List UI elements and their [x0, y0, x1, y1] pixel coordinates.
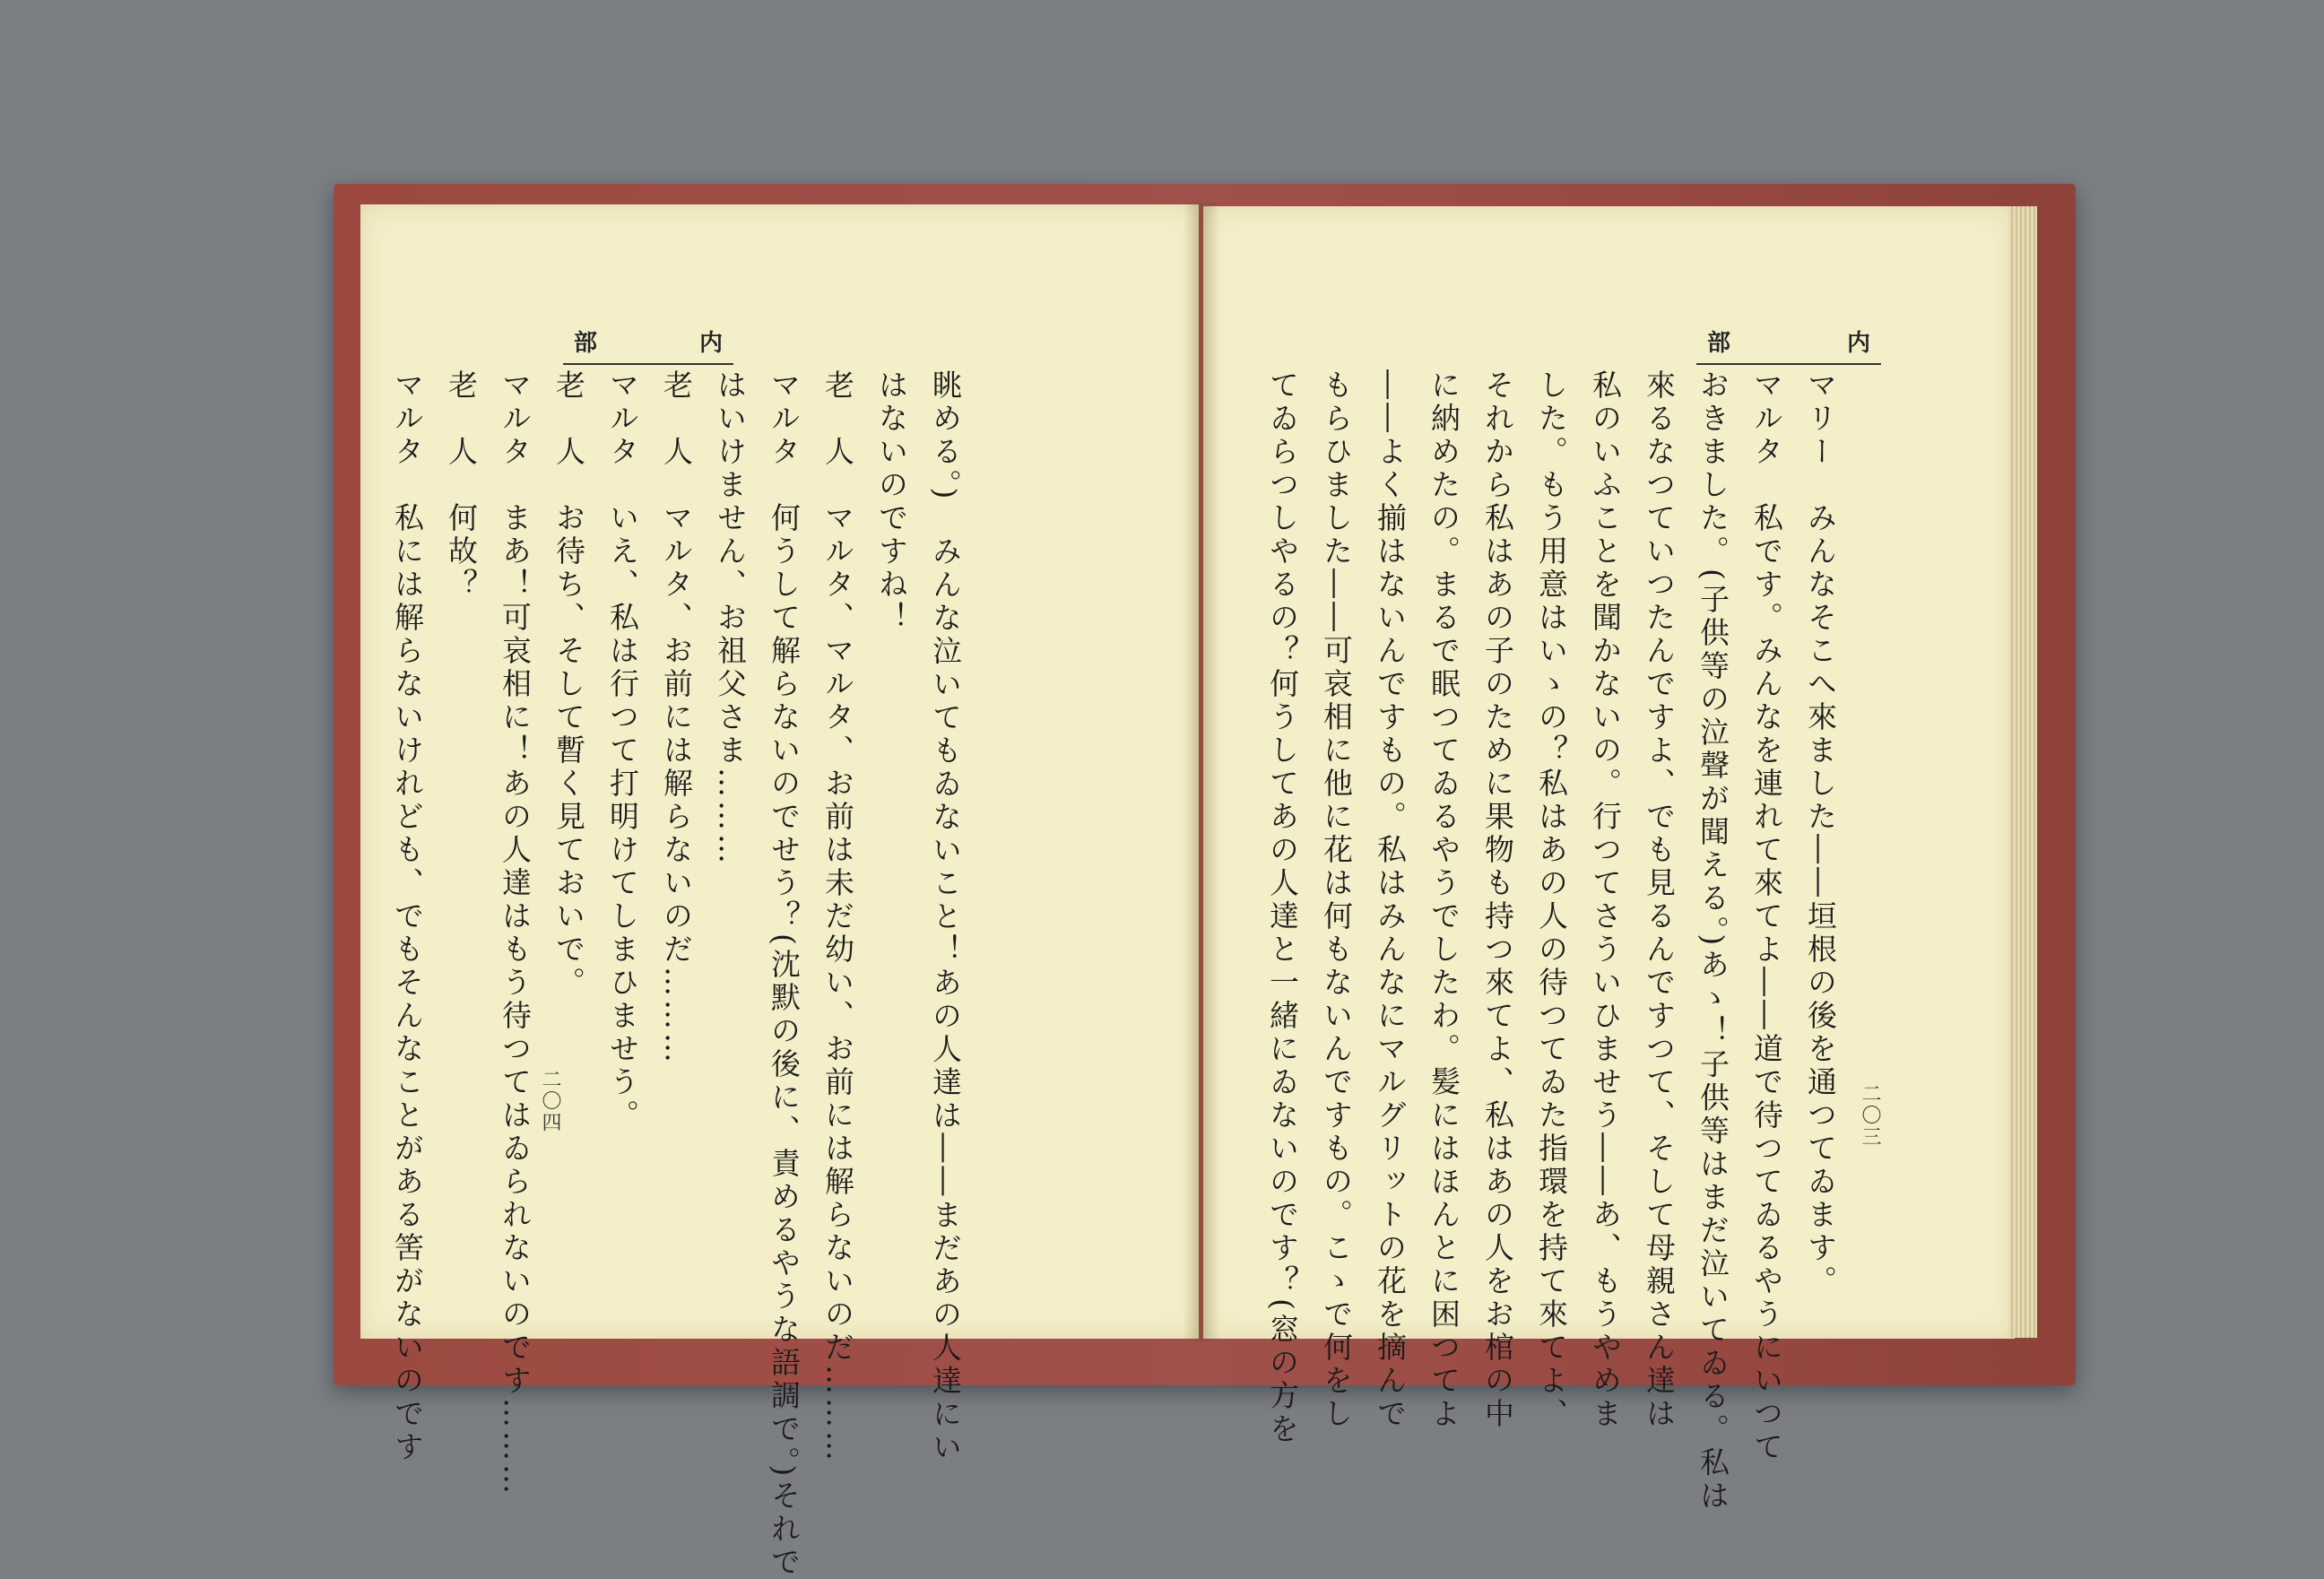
- right-header-char-1: 部: [1707, 330, 1731, 357]
- text-line: 老 人 お待ち、そして暫く見ておいで。: [551, 369, 586, 1000]
- right-page-number: 二〇三: [1859, 1083, 1881, 1148]
- text-line: てゐらつしやるの？何うしてあの人達と一緒にゐないのです？(窓の方を: [1265, 369, 1300, 1446]
- text-line: もらひました――可哀相に他に花は何もないんですもの。こゝで何をし: [1319, 369, 1354, 1431]
- right-page-header: [1696, 325, 1881, 365]
- left-page-number: 二〇四: [539, 1069, 561, 1133]
- text-line: はいけません、お祖父さま………: [713, 369, 748, 867]
- left-header-char-2: 内: [698, 330, 723, 357]
- left-header-char-1: 部: [574, 330, 598, 357]
- text-line: に納めたの。まるで眠つてゐるやうでしたわ。髪にはほんとに困つてよ: [1426, 369, 1461, 1431]
- right-page-text: [1255, 369, 1847, 1514]
- text-line: 眺める。) みんな泣いてもゐないこと！あの人達は――まだあの人達にい: [928, 369, 963, 1465]
- left-page-header: [563, 325, 733, 365]
- text-line: 老 人 何故？: [444, 369, 479, 602]
- page-edges: [2008, 206, 2037, 1338]
- text-line: おきました。(子供等の泣聲が聞える。)あゝ！子供等はまだ泣いてゐる。私は: [1695, 369, 1730, 1514]
- text-line: それから私はあの子のために果物も持つ來てよ、私はあの人をお棺の中: [1480, 369, 1515, 1431]
- text-line: マルタ 私です。みんなを連れて來てよ――道で待つてゐるやうにいつて: [1749, 369, 1784, 1464]
- text-line: マルタ 何うして解らないのでせう？(沈默の後に、責めるやうな語調で。)それで: [767, 369, 802, 1579]
- text-line: 老 人 マルタ、お前には解らないのだ………: [659, 369, 694, 1066]
- text-line: 老 人 マルタ、マルタ、お前は未だ幼い、お前には解らないのだ………: [820, 369, 855, 1464]
- text-line: 來るなつていつたんですよ、でも見るんですつて、そして母親さん達は: [1642, 369, 1677, 1431]
- text-line: はないのですね！: [874, 369, 909, 635]
- text-line: マリー みんなそこへ來ました――垣根の後を通つてゐます。: [1803, 369, 1838, 1298]
- book-gutter: [1184, 203, 1219, 1341]
- right-header-char-2: 内: [1846, 330, 1870, 357]
- text-line: 私のいふことを聞かないの。行つてさういひませう――あ、もうやめま: [1588, 369, 1623, 1431]
- text-line: マルタ いえ、私は行つて打明けてしまひませう。: [605, 369, 640, 1132]
- text-line: マルタ 私には解らないけれども、でもそんなことがある筈がないのです: [390, 369, 425, 1464]
- text-line: した。もう用意はいゝの？私はあの人の待つてゐた指環を持て來てよ、: [1534, 369, 1569, 1431]
- text-line: マルタ まあ！可哀相に！あの人達はもう待つてはゐられないのです………: [498, 369, 533, 1497]
- text-line: ――よく揃はないんですもの。私はみんなにマルグリットの花を摘んで: [1373, 369, 1408, 1431]
